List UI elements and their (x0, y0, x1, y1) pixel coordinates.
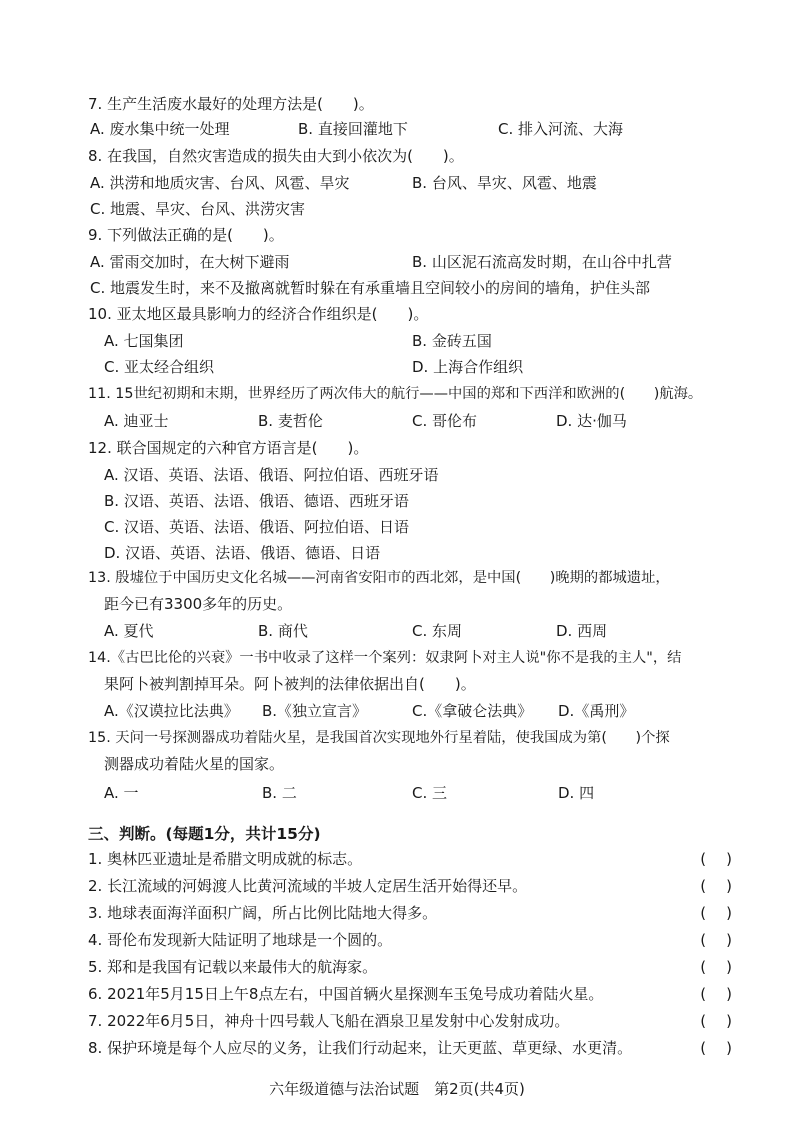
question-7-option-a: A. 废水集中统一处理 (90, 120, 230, 138)
judge-item-text: 7. 2022年6月5日，神舟十四号载人飞船在酒泉卫星发射中心发射成功。 (88, 1012, 570, 1030)
question-7-option-b: B. 直接回灌地下 (298, 120, 408, 138)
question-9-option-a: A. 雷雨交加时，在大树下避雨 (90, 253, 290, 271)
judge-item-7 (88, 1010, 760, 1032)
judge-item-text: 6. 2021年5月15日上午8点左右，中国首辆火星探测车玉兔号成功着陆火星。 (88, 985, 604, 1003)
question-10-option-b: B. 金砖五国 (412, 332, 492, 350)
question-15-option-c: C. 三 (412, 784, 448, 802)
question-11-option-d: D. 达·伽马 (556, 412, 627, 430)
question-10-option-a: A. 七国集团 (104, 332, 184, 350)
answer-blank[interactable]: () (700, 877, 752, 895)
judge-item-text: 5. 郑和是我国有记载以来最伟大的航海家。 (88, 958, 378, 976)
question-10-option-c: C. 亚太经合组织 (104, 358, 215, 376)
question-15-option-b: B. 二 (262, 784, 297, 802)
judge-item-text: 3. 地球表面海洋面积广阔，所占比例比陆地大得多。 (88, 904, 438, 922)
judge-item-text: 8. 保护环境是每个人应尽的义务，让我们行动起来，让天更蓝、草更绿、水更清。 (88, 1039, 633, 1057)
question-13-option-c: C. 东周 (412, 622, 463, 640)
question-11-option-b: B. 麦哲伦 (258, 412, 323, 430)
answer-blank[interactable]: () (700, 904, 752, 922)
question-9-stem: 9. 下列做法正确的是( )。 (88, 226, 284, 244)
question-14-option-b: B.《独立宣言》 (262, 702, 368, 720)
judge-item-3 (88, 902, 760, 924)
question-13-option-d: D. 西周 (556, 622, 608, 640)
question-15-stem-continued: 测器成功着陆火星的国家。 (104, 755, 285, 773)
question-7-option-c: C. 排入河流、大海 (498, 120, 624, 138)
question-15-option-a: A. 一 (104, 784, 139, 802)
answer-blank[interactable]: () (700, 1039, 752, 1057)
question-14-option-a: A.《汉谟拉比法典》 (104, 702, 239, 720)
question-13-option-a: A. 夏代 (104, 622, 154, 640)
judge-item-text: 4. 哥伦布发现新大陆证明了地球是一个圆的。 (88, 931, 393, 949)
question-12-option-c: C. 汉语、英语、法语、俄语、阿拉伯语、日语 (104, 518, 410, 536)
answer-blank[interactable]: () (700, 958, 752, 976)
question-14-stem-continued: 果阿卜被判割掉耳朵。阿卜被判的法律依据出自( )。 (104, 675, 476, 693)
question-8-option-b: B. 台风、旱灾、风雹、地震 (412, 174, 597, 192)
judge-item-text: 1. 奥林匹亚遗址是希腊文明成就的标志。 (88, 850, 363, 868)
question-7-stem: 7. 生产生活废水最好的处理方法是( )。 (88, 95, 374, 113)
question-12-option-a: A. 汉语、英语、法语、俄语、阿拉伯语、西班牙语 (104, 466, 439, 484)
question-14-stem: 14.《古巴比伦的兴衰》一书中收录了这样一个案列：奴隶阿卜对主人说"你不是我的主人"，结 (88, 650, 682, 666)
judge-item-1 (88, 848, 760, 870)
page-footer: 六年级道德与法治试题 第2页(共4页) (269, 1080, 525, 1098)
section-3-title: 三、判断。(每题1分，共计15分) (88, 825, 321, 843)
question-11-option-c: C. 哥伦布 (412, 412, 478, 430)
judge-item-2 (88, 875, 760, 897)
question-12-option-d: D. 汉语、英语、法语、俄语、德语、日语 (104, 544, 381, 562)
question-10-stem: 10. 亚太地区最具影响力的经济合作组织是( )。 (88, 305, 429, 323)
question-14-option-c: C.《拿破仑法典》 (412, 702, 533, 720)
question-11-stem: 11. 15世纪初期和末期，世界经历了两次伟大的航行——中国的郑和下西洋和欧洲的( )航海。 (88, 386, 703, 402)
question-12-stem: 12. 联合国规定的六种官方语言是( )。 (88, 439, 369, 457)
question-9-option-c: C. 地震发生时，来不及撤离就暂时躲在有承重墙且空间较小的房间的墙角，护住头部 (90, 279, 651, 297)
question-10-option-d: D. 上海合作组织 (412, 358, 524, 376)
question-15-stem: 15. 天问一号探测器成功着陆火星，是我国首次实现地外行星着陆，使我国成为第( )个探 (88, 730, 670, 746)
judge-item-4 (88, 929, 760, 951)
question-11-option-a: A. 迪亚士 (104, 412, 169, 430)
question-13-stem-continued: 距今已有3300多年的历史。 (104, 595, 293, 613)
question-8-option-c: C. 地震、旱灾、台风、洪涝灾害 (90, 200, 306, 218)
judge-item-text: 2. 长江流域的河姆渡人比黄河流域的半坡人定居生活开始得还早。 (88, 877, 528, 895)
answer-blank[interactable]: () (700, 850, 752, 868)
question-8-stem: 8. 在我国，自然灾害造成的损失由大到小依次为( )。 (88, 147, 464, 165)
judge-item-5 (88, 956, 760, 978)
answer-blank[interactable]: () (700, 931, 752, 949)
question-9-option-b: B. 山区泥石流高发时期，在山谷中扎营 (412, 253, 672, 271)
answer-blank[interactable]: () (700, 985, 752, 1003)
answer-blank[interactable]: () (700, 1012, 752, 1030)
judge-item-8 (88, 1037, 760, 1059)
question-15-option-d: D. 四 (558, 784, 595, 802)
question-13-stem: 13. 殷墟位于中国历史文化名城——河南省安阳市的西北郊，是中国( )晚期的都城遗址， (88, 570, 670, 586)
judge-item-6 (88, 983, 760, 1005)
question-12-option-b: B. 汉语、英语、法语、俄语、德语、西班牙语 (104, 492, 409, 510)
question-13-option-b: B. 商代 (258, 622, 308, 640)
question-8-option-a: A. 洪涝和地质灾害、台风、风雹、旱灾 (90, 174, 350, 192)
question-14-option-d: D.《禹刑》 (558, 702, 635, 720)
